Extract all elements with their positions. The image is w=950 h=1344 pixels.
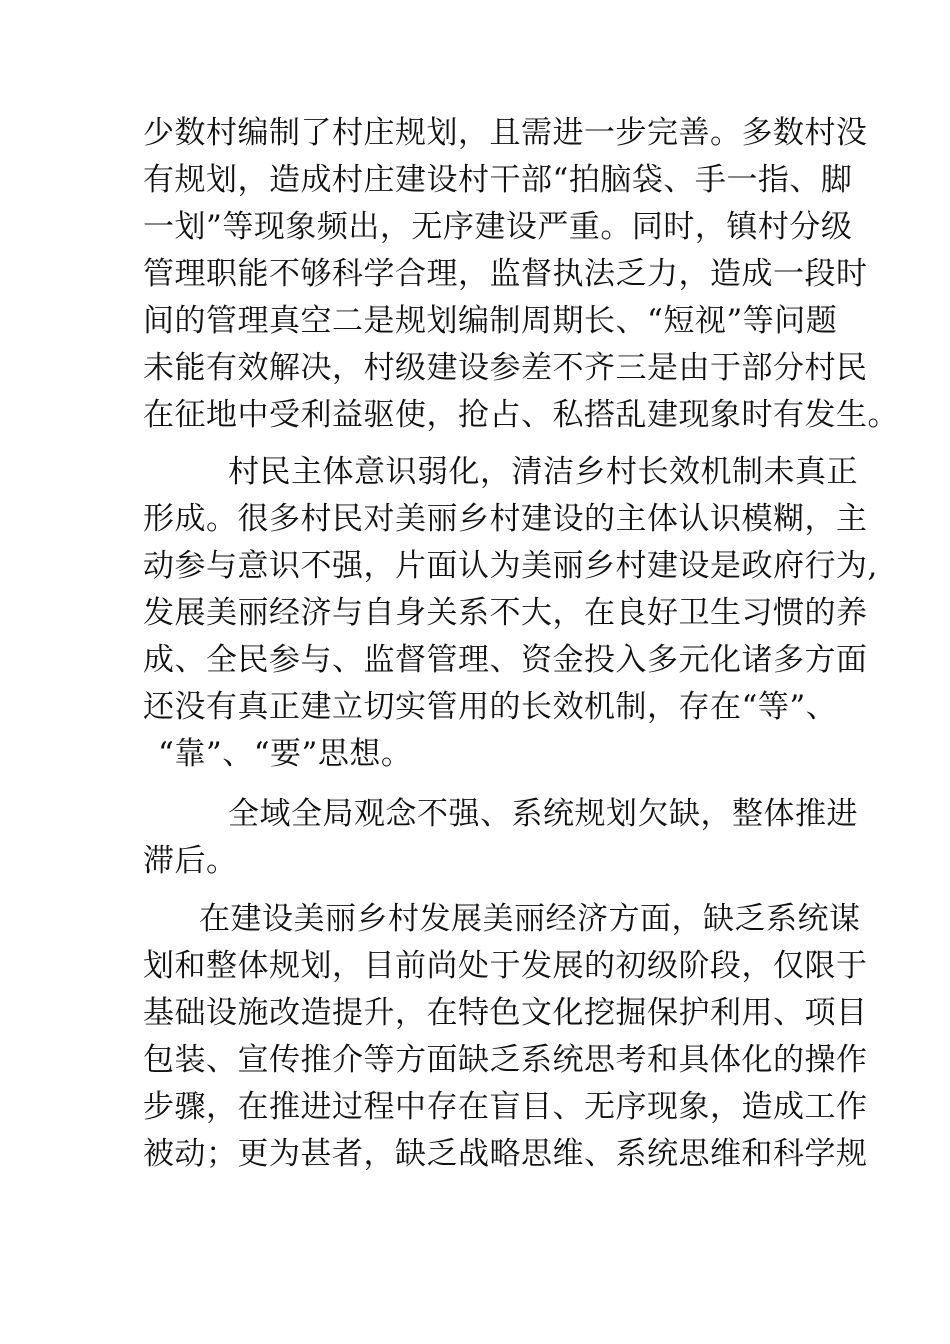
paragraph-line: 在建设美丽乡村发展美丽经济方面，缺乏系统谋 xyxy=(199,901,861,937)
paragraph-line: 村民主体意识弱化，清洁乡村长效机制未真正 xyxy=(228,454,858,490)
paragraph-line: 形成。很多村民对美丽乡村建设的主体认识模糊，主 xyxy=(143,501,868,537)
paragraph-line: 步骤，在推进过程中存在盲目、无序现象，造成工作 xyxy=(143,1089,868,1125)
paragraph-line: 未能有效解决，村级建设参差不齐三是由于部分村民 xyxy=(143,350,868,386)
paragraph-line: 全域全局观念不强、系统规划欠缺，整体推进 xyxy=(228,796,858,832)
paragraph-line: 一划”等现象频出，无序建设严重。同时，镇村分级 xyxy=(143,209,853,245)
paragraph-line: 在征地中受利益驱使，抢占、私搭乱建现象时有发生。 xyxy=(143,397,899,433)
paragraph-line: 划和整体规划，目前尚处于发展的初级阶段，仅限于 xyxy=(143,948,868,984)
paragraph-line: 包装、宣传推介等方面缺乏系统思考和具体化的操作 xyxy=(143,1042,868,1078)
paragraph-line: “靠”、“要”思想。 xyxy=(158,736,413,772)
paragraph-line: 发展美丽经济与自身关系不大，在良好卫生习惯的养 xyxy=(143,595,868,631)
paragraph-line: 滞后。 xyxy=(143,843,238,879)
paragraph-line: 少数村编制了村庄规划，且需进一步完善。多数村没 xyxy=(143,115,868,151)
paragraph-line: 还没有真正建立切实管用的长效机制，存在“等”、 xyxy=(143,689,838,725)
paragraph-line: 间的管理真空二是规划编制周期长、“短视”等问题 xyxy=(143,303,838,339)
paragraph-line: 有规划，造成村庄建设村干部“拍脑袋、手一指、脚 xyxy=(143,162,853,198)
paragraph-line: 管理职能不够科学合理，监督执法乏力，造成一段时 xyxy=(143,256,868,292)
paragraph-line: 基础设施改造提升，在特色文化挖掘保护利用、项目 xyxy=(143,995,868,1031)
paragraph-line: 动参与意识不强，片面认为美丽乡村建设是政府行为, xyxy=(143,548,878,584)
paragraph-line: 成、全民参与、监督管理、资金投入多元化诸多方面 xyxy=(143,642,868,678)
paragraph-line: 被动；更为甚者，缺乏战略思维、系统思维和科学规 xyxy=(143,1136,868,1172)
